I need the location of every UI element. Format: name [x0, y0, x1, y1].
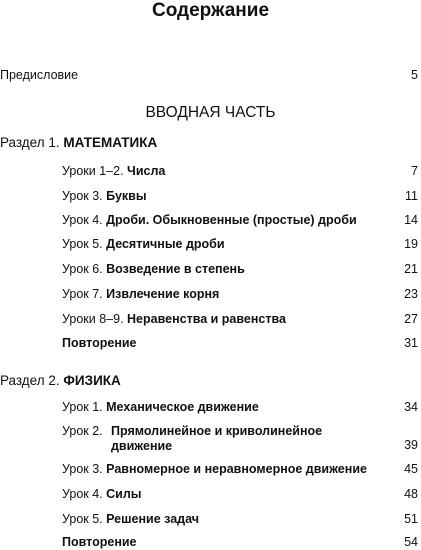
toc-entry: [62, 262, 245, 277]
lesson-title-line: движение: [111, 439, 173, 453]
lesson-title: Неравенства и равенства: [127, 312, 286, 326]
lesson-title: Равномерное и неравномерное движение: [106, 462, 367, 476]
page-number: 31: [404, 336, 418, 350]
lesson-label: Уроки 1–2.: [62, 164, 124, 178]
page-number: 19: [404, 237, 418, 251]
toc-entry-preface: [0, 68, 78, 83]
lesson-title: Силы: [106, 487, 142, 501]
lesson-label: Урок 5.: [62, 237, 103, 251]
lesson-title: Десятичные дроби: [106, 237, 225, 251]
lesson-title: Извлечение корня: [106, 287, 220, 301]
toc-entry: [62, 312, 286, 327]
page-number: 23: [404, 287, 418, 301]
toc-entry: [62, 487, 141, 502]
section-prefix: Раздел 1.: [0, 135, 60, 150]
page-number: 45: [404, 462, 418, 476]
page-number: 39: [404, 438, 418, 452]
page-number: 7: [411, 164, 418, 178]
page-number: 51: [404, 512, 418, 526]
page-number: 27: [404, 312, 418, 326]
section-heading-math: [0, 135, 157, 151]
toc-entry-review: [62, 336, 137, 351]
lesson-title-line: Прямолинейное и криволинейное: [111, 424, 323, 438]
page-number: 48: [404, 487, 418, 501]
toc-entry: [62, 213, 357, 228]
lesson-title: Механическое движение: [106, 400, 259, 414]
lesson-label: Уроки 8–9.: [62, 312, 124, 326]
page-number: 21: [404, 262, 418, 276]
lesson-label: Урок 3.: [62, 189, 103, 203]
lesson-label: Урок 1.: [62, 400, 103, 414]
section-heading-physics: [0, 373, 121, 389]
intro-heading: ВВОДНАЯ ЧАСТЬ: [145, 104, 276, 121]
section-prefix: Раздел 2.: [0, 373, 60, 388]
section-name: ФИЗИКА: [63, 373, 121, 388]
lesson-title: Решение задач: [106, 512, 199, 526]
toc-entry: [62, 164, 165, 179]
lesson-label: Урок 7.: [62, 287, 103, 301]
page-title: Содержание: [151, 0, 270, 21]
lesson-label: Урок 6.: [62, 262, 103, 276]
page-number: 54: [404, 535, 418, 549]
lesson-label: Урок 5.: [62, 512, 103, 526]
review-label: Повторение: [62, 336, 137, 350]
page-number: 5: [411, 68, 418, 82]
toc-entry: [62, 189, 147, 204]
review-label: Повторение: [62, 535, 137, 549]
page-number: 14: [404, 213, 418, 227]
lesson-title: [111, 424, 371, 454]
lesson-title: Возведение в степень: [106, 262, 245, 276]
lesson-title: Числа: [127, 164, 166, 178]
lesson-label: Урок 4.: [62, 487, 103, 501]
toc-entry: [62, 237, 225, 252]
entry-label: Предисловие: [0, 68, 79, 82]
section-name: МАТЕМАТИКА: [63, 135, 158, 150]
toc-entry: [62, 424, 103, 439]
toc-entry-review: [62, 535, 137, 550]
page-number: 34: [404, 400, 418, 414]
lesson-label: Урок 3.: [62, 462, 103, 476]
toc-entry: [62, 512, 199, 527]
page-number: 11: [405, 189, 418, 203]
lesson-label: Урок 4.: [62, 213, 103, 227]
toc-entry: [62, 400, 259, 415]
toc-entry: [62, 462, 367, 477]
lesson-title: Буквы: [106, 189, 147, 203]
lesson-label: Урок 2.: [62, 424, 103, 438]
lesson-title: Дроби. Обыкновенные (простые) дроби: [106, 213, 357, 227]
toc-entry: [62, 287, 219, 302]
